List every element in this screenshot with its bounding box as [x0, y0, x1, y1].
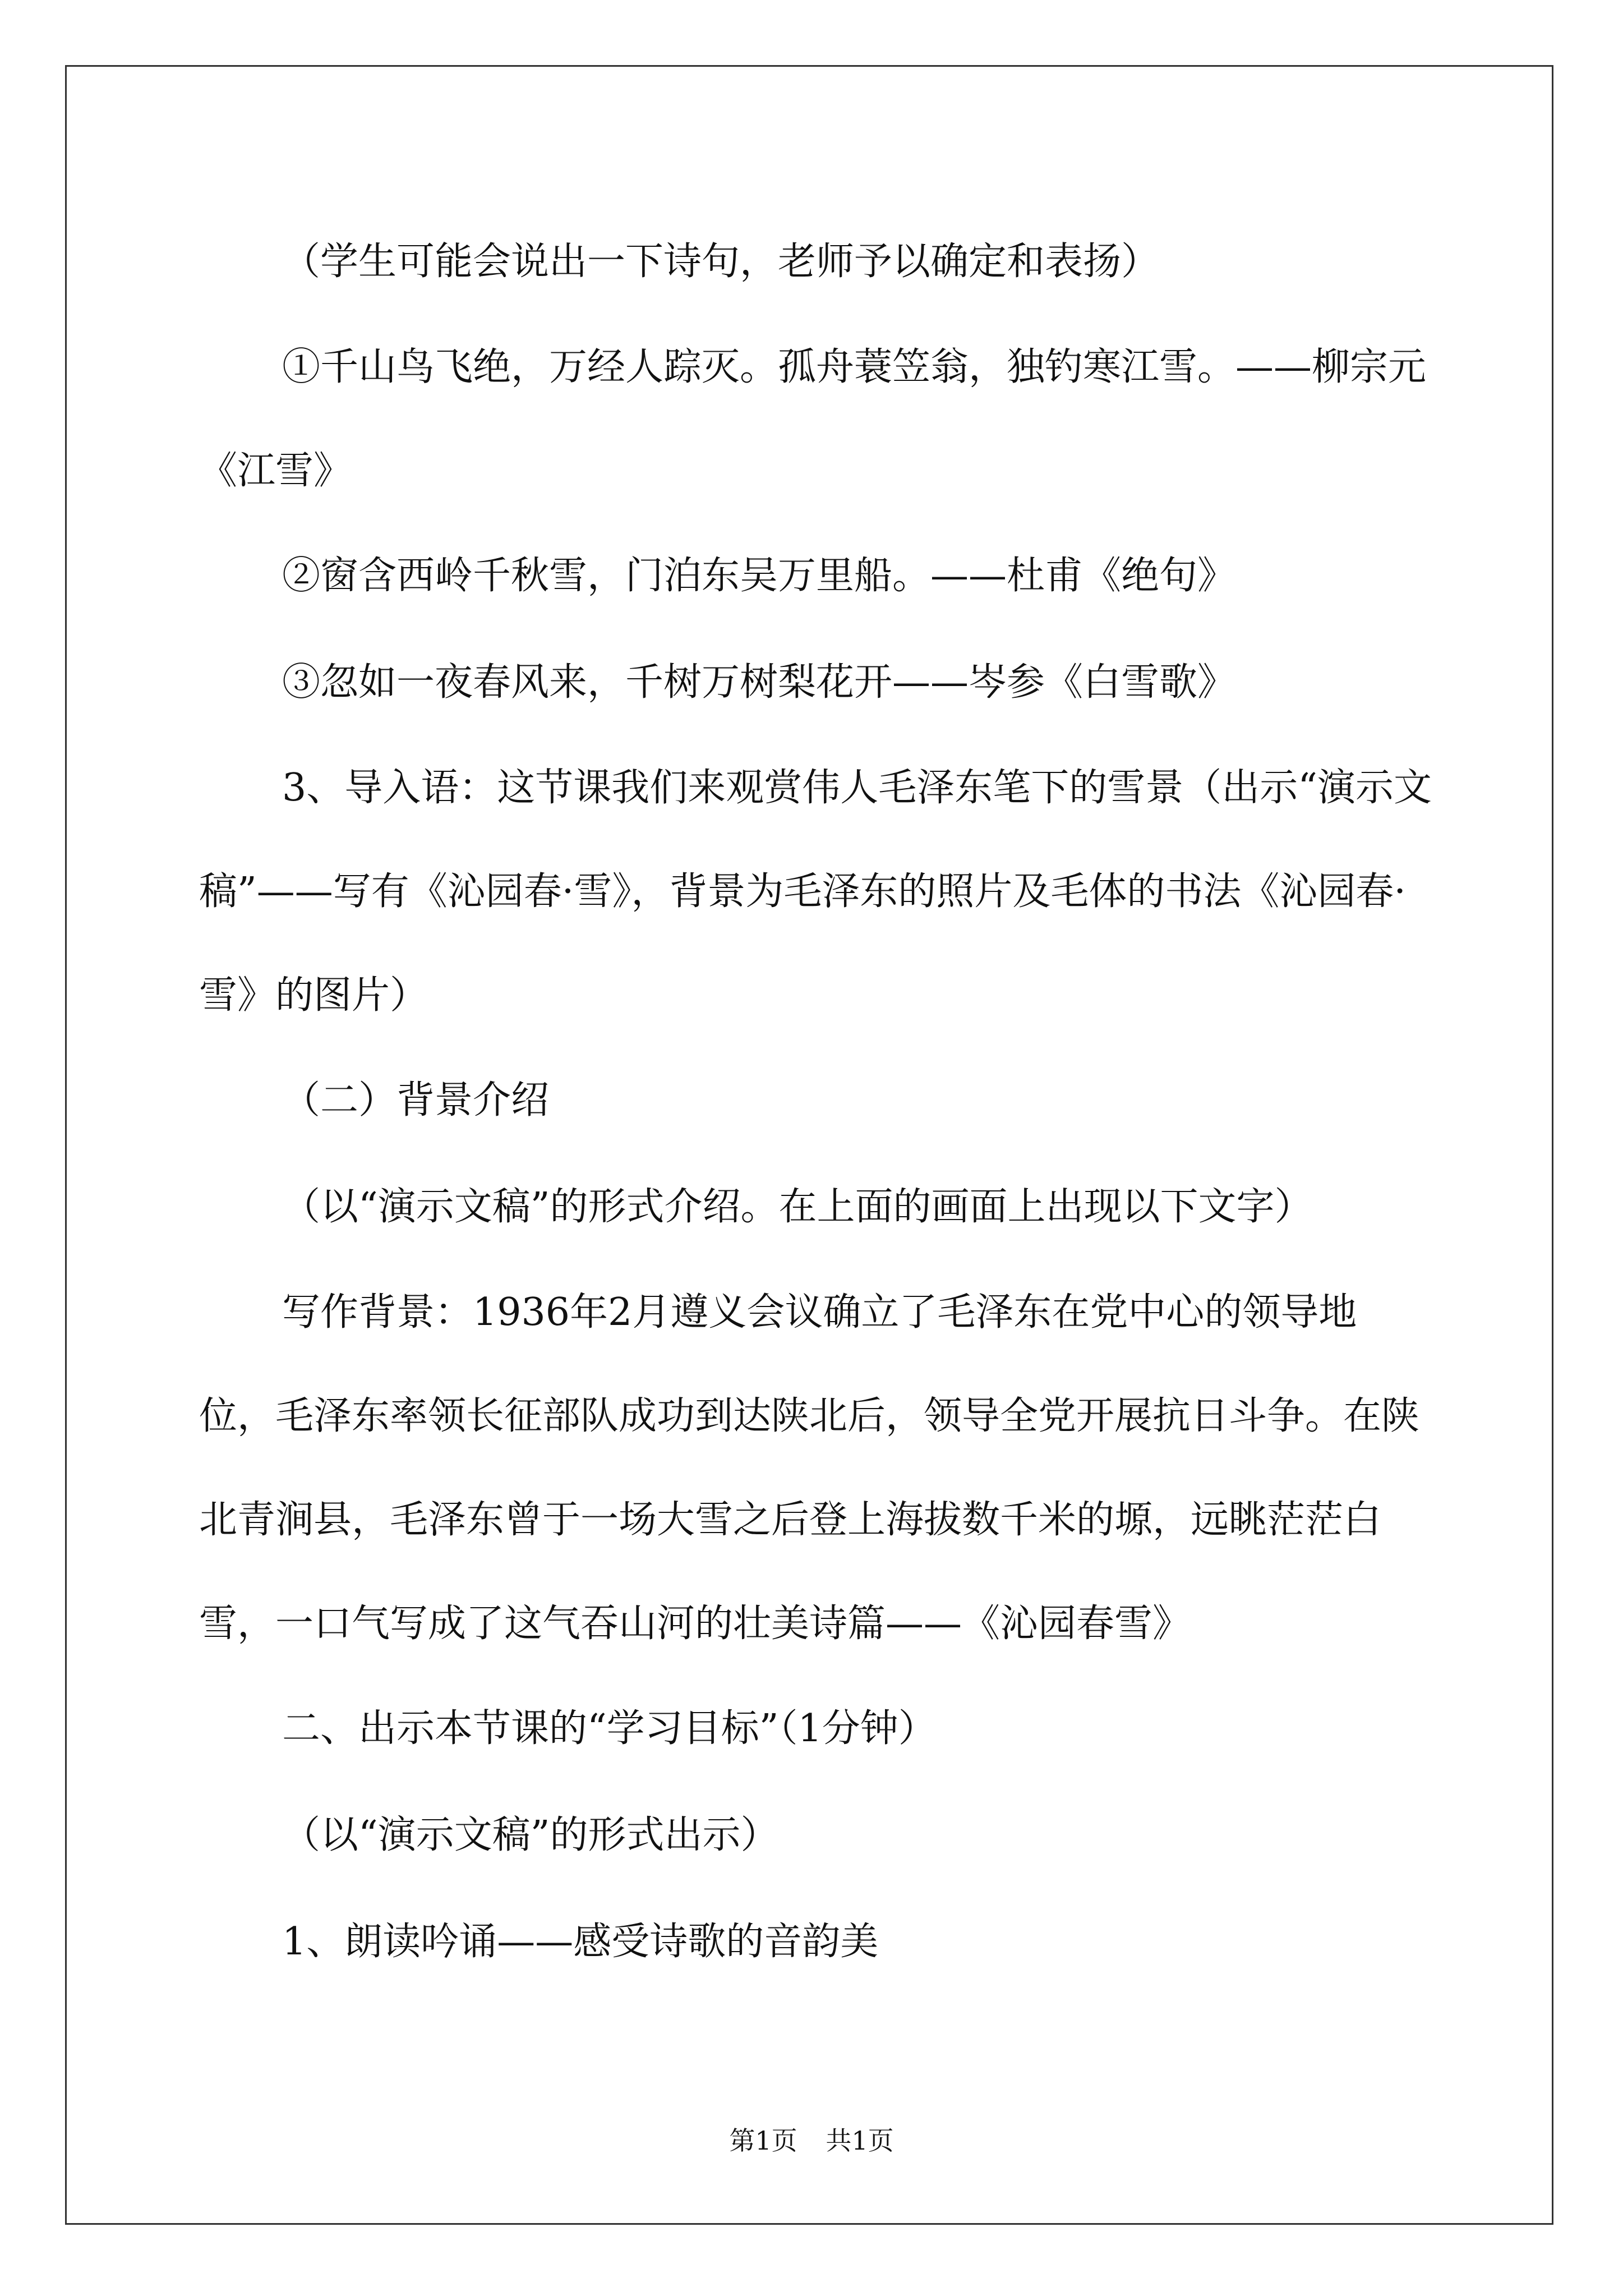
paragraph-learning-goals: 二、出示本节课的“学习目标”（1分钟） [282, 1706, 937, 1751]
paragraph-background-note: （以“演示文稿”的形式介绍。在上面的画面上出现以下文字） [282, 1185, 1313, 1229]
page-number: 第1页 [729, 2125, 797, 2156]
paragraph-poem-3: ③忽如一夜春风来，千树万树梨花开——岑参《白雪歌》 [282, 660, 1236, 705]
paragraph-poem-1: ①千山鸟飞绝，万经人踪灭。孤舟蓑笠翁，独钓寒江雪。——柳宗元《江雪》 [199, 345, 1427, 493]
page-total: 共1页 [826, 2125, 894, 2156]
paragraph-goals-note: （以“演示文稿”的形式出示） [282, 1813, 779, 1857]
document-body [199, 209, 1433, 1995]
paragraph-writing-background: 写作背景：1936年2月遵义会议确立了毛泽东在党中心的领导地位，毛泽东率领长征部队成功到达陕北后，领导全党开展抗日斗争。在陕北青涧县，毛泽东曾于一场大雪之后登上海拔数千米的塬，远眺茫茫白雪，一口气写成了这气吞山河的壮美诗篇——《沁园春雪》 [199, 1290, 1420, 1646]
paragraph-poem-2: ②窗含西岭千秋雪，门泊东吴万里船。——杜甫《绝句》 [282, 554, 1236, 598]
paragraph-goal-1: 1、朗读吟诵——感受诗歌的音韵美 [282, 1920, 879, 1964]
page-footer [0, 2120, 1623, 2157]
paragraph-lead-in: 3、导入语：这节课我们来观赏伟人毛泽东笔下的雪景（出示“演示文稿”——写有《沁园春·雪》，背景为毛泽东的照片及毛体的书法《沁园春·雪》的图片） [199, 766, 1432, 1018]
paragraph-intro-note: （学生可能会说出一下诗句，老师予以确定和表扬） [282, 240, 1160, 284]
paragraph-heading-background: （二）背景介绍 [282, 1078, 550, 1122]
